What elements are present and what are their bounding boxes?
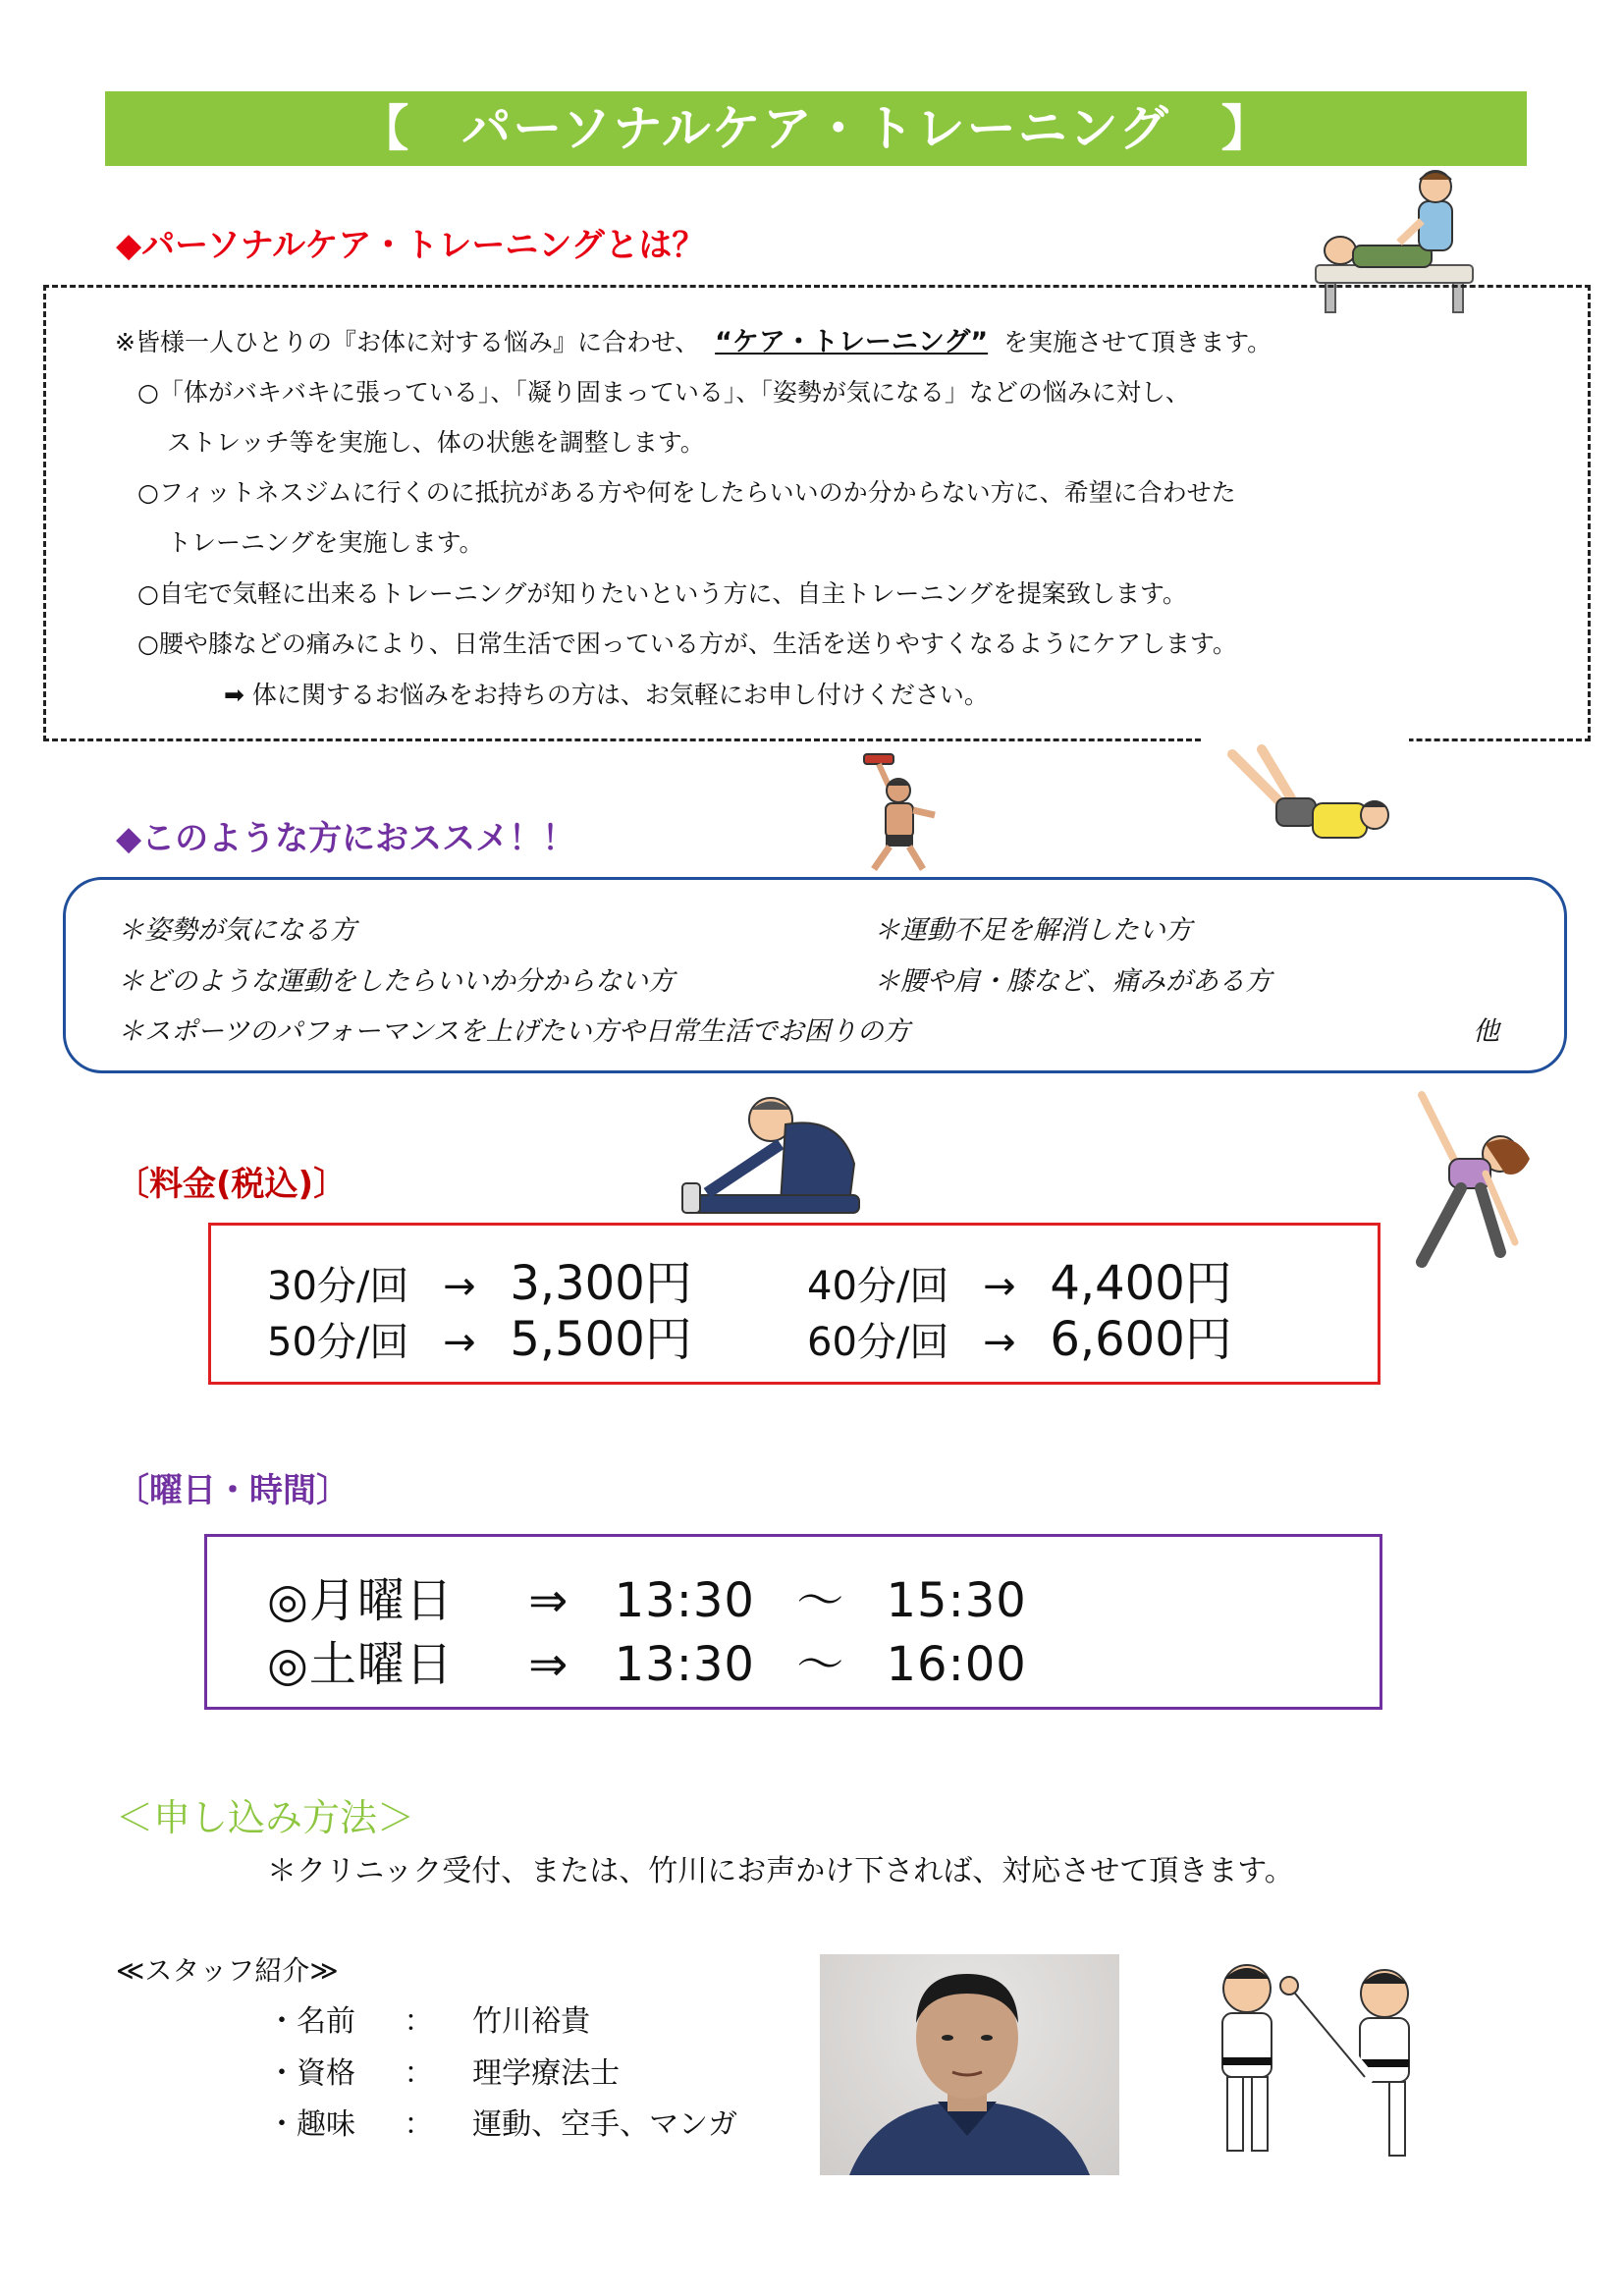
recommend-item: ＊運動不足を解消したい方 <box>874 915 1192 946</box>
price-item-60 <box>807 1301 1232 1369</box>
about-intro-emphasis: “ケア・トレーニング” <box>715 327 989 357</box>
schedule-heading: 〔曜日・時間〕 <box>116 1471 350 1510</box>
schedule-start: 13:30 <box>614 1637 755 1692</box>
title-banner <box>105 91 1527 166</box>
arrow: → <box>443 1320 476 1365</box>
arrow: → <box>443 1264 476 1309</box>
schedule-start: 13:30 <box>614 1573 755 1628</box>
stretching-woman-illustration <box>1222 744 1399 867</box>
price-item-50 <box>267 1301 692 1369</box>
staff-label: ・趣味 <box>267 2107 355 2142</box>
about-intro <box>115 320 1272 358</box>
tilde: ～ <box>796 1637 845 1692</box>
staff-sep: ： <box>404 2107 434 2142</box>
schedule-item-monday <box>267 1562 1027 1630</box>
arrow: → <box>983 1264 1016 1309</box>
tilde: ～ <box>796 1573 845 1628</box>
about-line: ○自宅で気軽に出来るトレーニングが知りたいという方に、自主トレーニングを提案致します。 <box>137 579 1187 608</box>
price-amount: 3,300円 <box>510 1256 692 1311</box>
stretching-man-illustration <box>673 1085 889 1228</box>
recommend-item: ＊姿勢が気になる方 <box>118 915 356 946</box>
about-line: ストレッチ等を実施し、体の状態を調整します。 <box>167 428 705 457</box>
about-closing-line: ➡ 体に関するお悩みをお持ちの方は、お気軽にお申し付けください。 <box>224 681 989 709</box>
recommend-item: ＊腰や肩・膝など、痛みがある方 <box>874 966 1272 997</box>
dumbbell-man-illustration <box>844 746 952 874</box>
staff-heading: ≪スタッフ紹介≫ <box>116 1954 339 1987</box>
schedule-end: 15:30 <box>886 1573 1027 1628</box>
recommend-item: ＊スポーツのパフォーマンスを上げたい方や日常生活でお困りの方 <box>118 1016 910 1047</box>
schedule-item-saturday <box>267 1626 1027 1694</box>
recommend-other: 他 <box>1473 1016 1499 1047</box>
price-time: 40分/回 <box>807 1264 949 1309</box>
about-line: ○「体がバキバキに張っている」、「凝り固まっている」、「姿勢が気になる」などの悩みに対し、 <box>137 378 1190 407</box>
apply-text: ＊クリニック受付、または、竹川にお声かけ下されば、対応させて頂きます。 <box>267 1854 1294 1888</box>
staff-label: ・名前 <box>267 2004 355 2039</box>
about-intro-prefix: ※皆様一人ひとりの『お体に対する悩み』に合わせ、 <box>115 328 700 356</box>
arrow: ⇒ <box>528 1637 569 1692</box>
recommend-heading: ◆このような方におススメ！！ <box>116 819 576 858</box>
price-amount: 4,400円 <box>1050 1256 1232 1311</box>
price-amount: 6,600円 <box>1050 1312 1232 1367</box>
staff-value: 竹川裕貴 <box>472 2004 591 2039</box>
about-intro-suffix: を実施させて頂きます。 <box>1003 328 1272 356</box>
recommend-item: ＊どのような運動をしたらいいか分からない方 <box>118 966 675 997</box>
yoga-woman-illustration <box>1392 1090 1549 1272</box>
staff-sep: ： <box>404 2056 434 2091</box>
staff-value: 理学療法士 <box>472 2056 621 2091</box>
staff-label: ・資格 <box>267 2056 355 2091</box>
staff-sep: ： <box>404 2004 434 2039</box>
karate-illustration <box>1183 1949 1453 2170</box>
price-time: 50分/回 <box>267 1320 409 1365</box>
price-time: 30分/回 <box>267 1264 409 1309</box>
price-heading: 〔料金(税込)〕 <box>116 1165 348 1204</box>
schedule-end: 16:00 <box>886 1637 1027 1692</box>
page-title: 【 パーソナルケア・トレーニング 】 <box>359 100 1272 157</box>
about-line: ○腰や膝などの痛みにより、日常生活で困っている方が、生活を送りやすくなるようにケアします。 <box>137 629 1237 658</box>
staff-row-hobby <box>267 2100 737 2143</box>
arrow: → <box>983 1320 1016 1365</box>
staff-photo <box>820 1954 1119 2175</box>
about-line: トレーニングを実施します。 <box>167 528 484 557</box>
price-time: 60分/回 <box>807 1320 949 1365</box>
about-line: ○フィットネスジムに行くのに抵抗がある方や何をしたらいいのか分からない方に、希望に合わせた <box>137 478 1236 507</box>
staff-row-name <box>267 1996 590 2040</box>
about-heading: ◆パーソナルケア・トレーニングとは？ <box>116 226 706 265</box>
schedule-day: ◎月曜日 <box>267 1573 454 1628</box>
staff-row-license <box>267 2049 620 2092</box>
apply-heading: ＜申し込み方法＞ <box>116 1796 415 1839</box>
price-amount: 5,500円 <box>510 1312 692 1367</box>
staff-value: 運動、空手、マンガ <box>472 2107 738 2142</box>
arrow: ⇒ <box>528 1573 569 1628</box>
schedule-day: ◎土曜日 <box>267 1637 454 1692</box>
